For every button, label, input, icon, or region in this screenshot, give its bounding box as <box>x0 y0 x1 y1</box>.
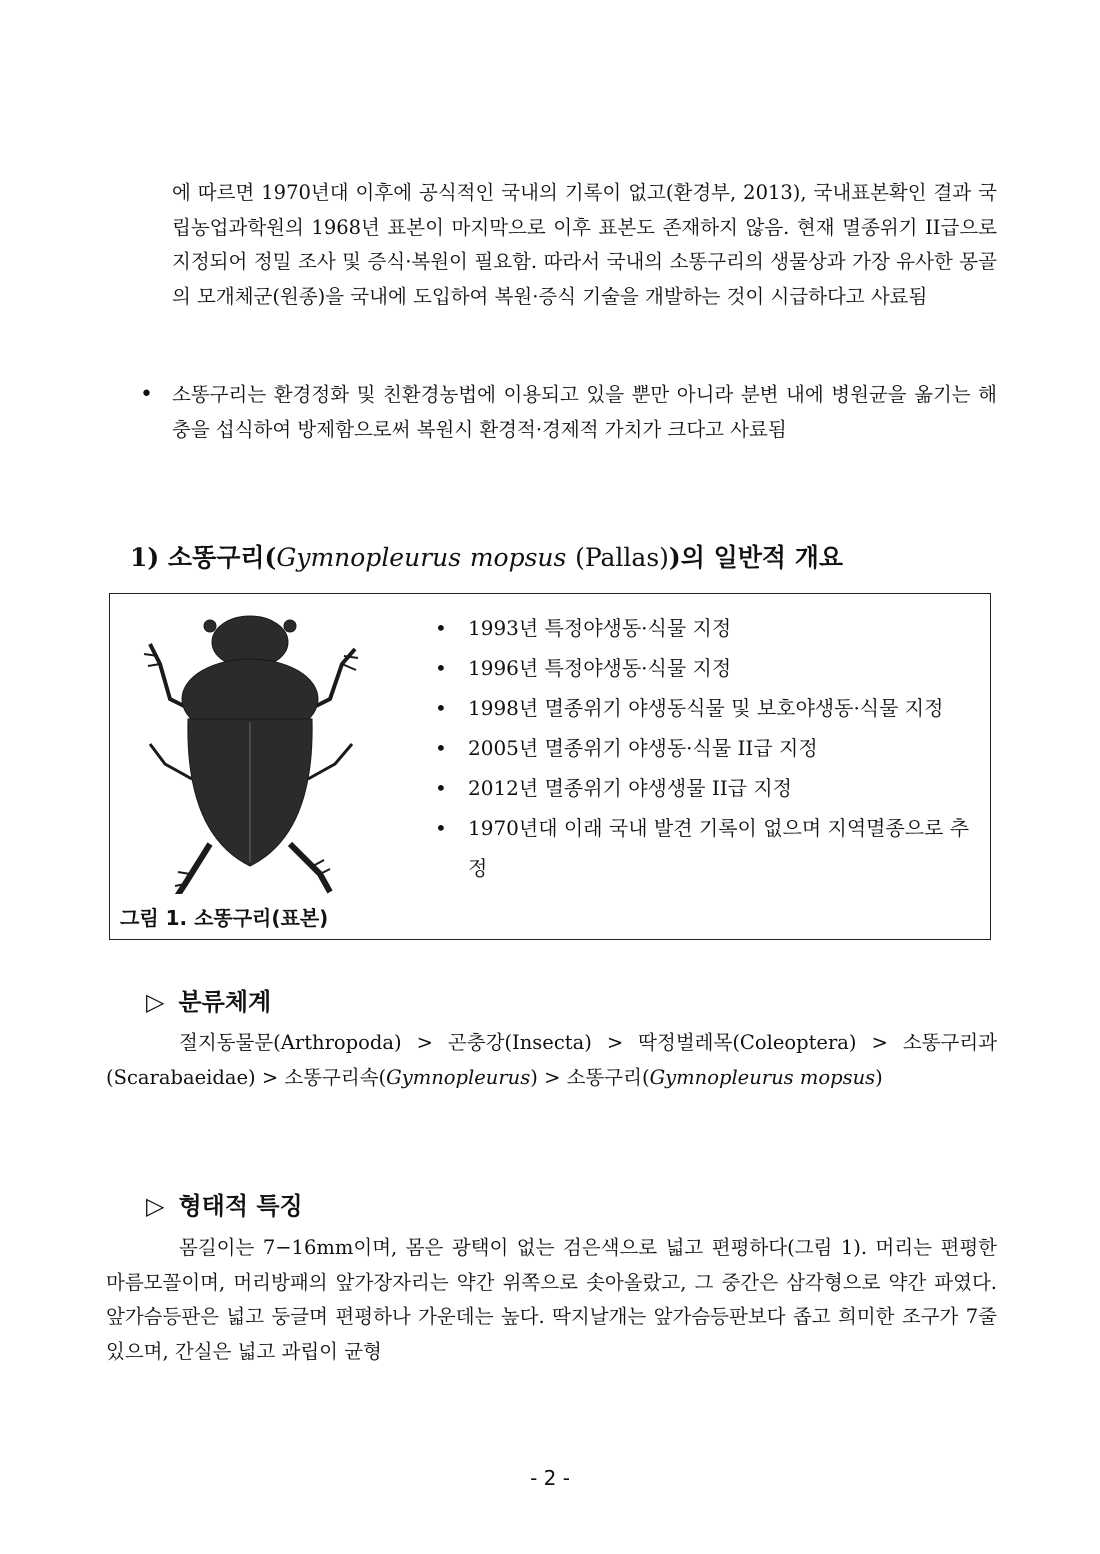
list-item: • 2005년 멸종위기 야생동·식물 II급 지정 <box>435 728 983 768</box>
morphology-heading <box>146 1186 303 1221</box>
taxonomy-paragraph: 절지동물문(Arthropoda) > 곤충강(Insecta) > 딱정벌레목(Coleoptera) > 소똥구리과(Scarabaeidae) > 소똥구리속(Gymnopleurus) > 소똥구리(Gymnopleurus mopsus) <box>106 1031 998 1089</box>
triangle-marker-icon: ▷ <box>146 988 165 1016</box>
taxon-family: 소똥구리과(Scarabaeidae) <box>106 1031 998 1089</box>
taxon-separator: > <box>261 1065 279 1089</box>
intro-paragraph: 에 따르면 1970년대 이후에 공식적인 국내의 기록이 없고(환경부, 2013), 국내표본확인 결과 국립농업과학원의 1968년 표본이 마지막으로 이후 표본도 존재하지 않음. 현재 멸종위기 II급으로 지정되어 정밀 조사 및 증식·복원이 필요함. 따라서 국내의 소똥구리의 생물상과 가장 유사한 몽골의 모개체군(원종)을 국내에 도입하여 복원·증식 기술을 개발하는 것이 시급하다고 사료됨 <box>172 181 997 308</box>
dung-beetle-specimen-image <box>130 604 370 894</box>
morphology-heading-text: 형태적 특징 <box>178 1191 303 1220</box>
taxon-class: 곤충강(Insecta) <box>447 1031 592 1054</box>
taxon-phylum: 절지동물문(Arthropoda) <box>179 1031 402 1054</box>
taxon-separator: > <box>871 1031 888 1054</box>
list-item: • 2012년 멸종위기 야생생물 II급 지정 <box>435 768 983 808</box>
taxon-genus-latin: Gymnopleurus <box>386 1065 531 1089</box>
list-item: • 1993년 특정야생동·식물 지정 <box>435 608 983 648</box>
taxon-species: 소똥구리( <box>566 1065 650 1089</box>
taxonomy-heading <box>146 982 271 1017</box>
list-item: • 1970년대 이래 국내 발견 기록이 없으며 지역멸종으로 추정 <box>435 808 983 888</box>
heading-genus: Gymnopleurus <box>276 543 462 572</box>
taxon-separator: > <box>416 1031 433 1054</box>
taxon-separator: > <box>606 1031 624 1054</box>
heading-author: (Pallas) <box>575 543 669 572</box>
bullet-marker: • <box>140 382 153 407</box>
heading-species: mopsus <box>469 543 567 572</box>
designation-list <box>435 608 983 888</box>
figure-caption: 그림 1. 소똥구리(표본) <box>120 906 329 930</box>
taxon-separator: > <box>544 1065 561 1089</box>
taxon-order: 딱정벌레목(Coleoptera) <box>638 1031 857 1054</box>
taxon-species-latin: Gymnopleurus mopsus <box>649 1065 876 1089</box>
list-item: • 1996년 특정야생동·식물 지정 <box>435 648 983 688</box>
list-item: • 1998년 멸종위기 야생동식물 및 보호야생동·식물 지정 <box>435 688 983 728</box>
taxon-genus: 소똥구리속( <box>284 1065 387 1089</box>
section-heading <box>130 538 843 574</box>
morphology-paragraph: 몸길이는 7−16mm이며, 몸은 광택이 없는 검은색으로 넓고 편평하다(그림 1). 머리는 편평한 마름모꼴이며, 머리방패의 앞가장자리는 약간 위쪽으로 솟아올랐고, 그 중간은 삼각형으로 약간 파였다. 앞가슴등판은 넓고 둥글며 편평하나 가운데는 높다. 딱지날개는 앞가슴등판보다 좁고 희미한 조구가 7줄 있으며, 간실은 넓고 과립이 균형 <box>106 1236 997 1363</box>
heading-prefix: 1) 소똥구리( <box>130 543 277 572</box>
triangle-marker-icon: ▷ <box>146 1192 165 1220</box>
bullet-paragraph: 소똥구리는 환경정화 및 친환경농법에 이용되고 있을 뿐만 아니라 분변 내에 병원균을 옮기는 해충을 섭식하여 방제함으로써 복원시 환경적·경제적 가치가 크다고 사료됨 <box>172 383 997 441</box>
overview-box <box>109 593 991 940</box>
page-number: - 2 - <box>530 1466 570 1490</box>
heading-suffix: )의 일반적 개요 <box>668 543 844 572</box>
taxonomy-heading-text: 분류체계 <box>178 987 272 1016</box>
